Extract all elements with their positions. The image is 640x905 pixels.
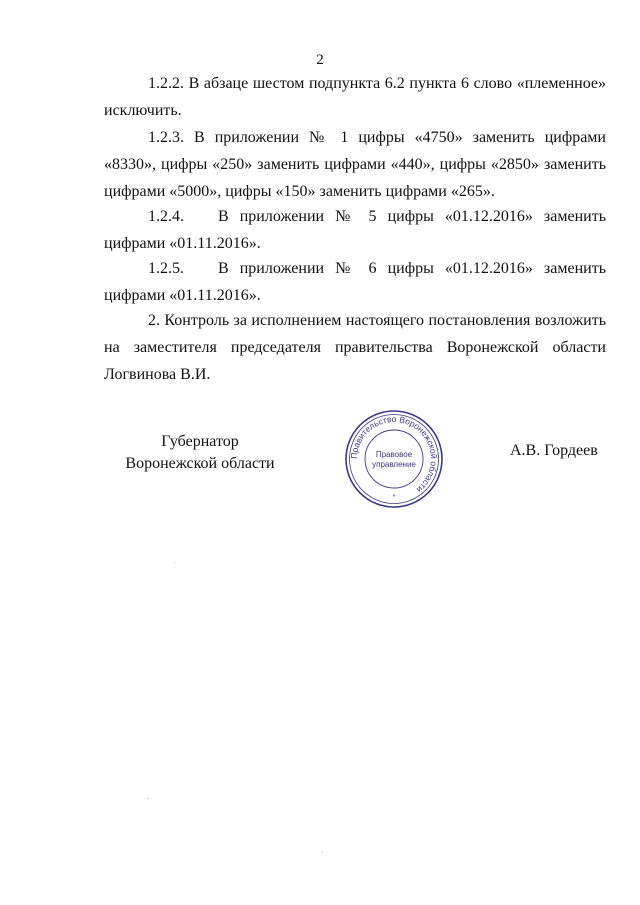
paragraph-number: 1.2.4. (148, 208, 184, 225)
stamp-center-ring (365, 430, 423, 488)
stamp-center-line1: Правовое (375, 450, 413, 459)
paragraph-1-2-3 (104, 124, 606, 205)
paragraph-1-2-5 (104, 255, 606, 309)
official-stamp (344, 409, 444, 509)
position-title: Губернатор (161, 433, 239, 450)
paragraph-2-control (104, 307, 606, 388)
paragraph-text: В приложении № 5 цифры «01.12.2016» заменить цифрами «01.11.2016». (104, 208, 606, 252)
signatory-position (120, 431, 280, 475)
paragraph-text: 1.2.3. В приложении № 1 цифры «4750» заменить цифрами «8330», цифры «250» заменить цифрами «440», цифры «2850» заменить цифрами «5000», цифры «150» заменить цифрами «265». (104, 129, 606, 200)
stamp-star-icon: * (392, 494, 396, 501)
signatory-name: А.В. Гордеев (510, 442, 598, 459)
paragraph-text: В приложении № 6 цифры «01.12.2016» заменить цифрами «01.11.2016». (104, 260, 606, 304)
scan-speck (322, 852, 323, 853)
paragraph-text: 2. Контроль за исполнением настоящего постановления возложить на заместителя председателя правительства Воронежской области Логвинова В.И. (104, 312, 606, 383)
stamp-outer-ring (346, 411, 442, 507)
stamp-ring-text-path: Правительство Воронежской области (348, 413, 440, 495)
paragraph-number: 1.2.5. (148, 260, 184, 277)
stamp-center-line2: управление (372, 460, 416, 469)
paragraph-1-2-4 (104, 203, 606, 257)
scan-speck (174, 562, 175, 563)
position-region: Воронежской области (125, 455, 275, 472)
paragraph-1-2-2 (104, 70, 606, 124)
paragraph-text: 1.2.2. В абзаце шестом подпункта 6.2 пункта 6 слово «племенное» исключить. (104, 75, 606, 119)
page-number: 2 (316, 52, 324, 68)
scan-speck (148, 798, 149, 799)
